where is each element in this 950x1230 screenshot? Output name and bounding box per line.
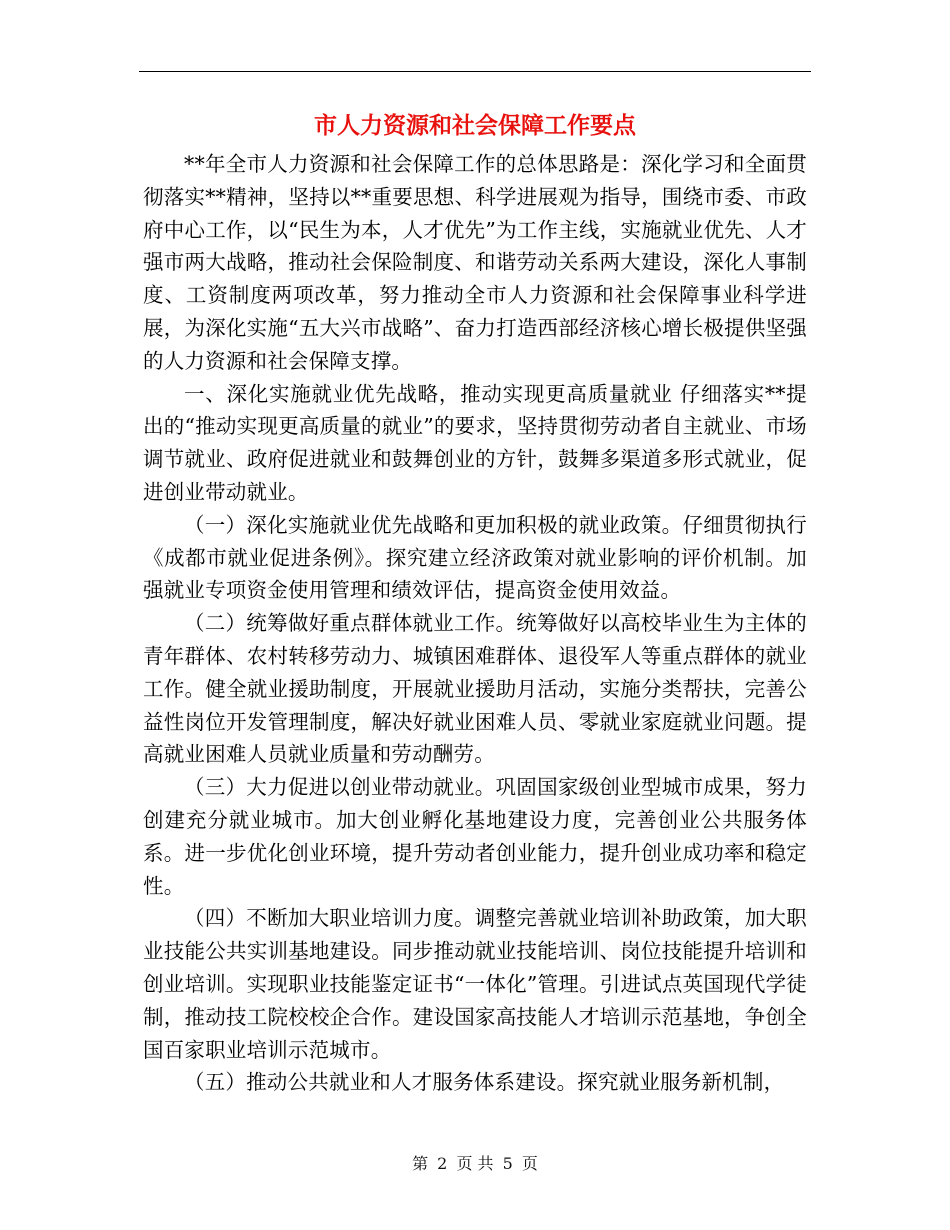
footer-prefix: 第 (412, 1154, 429, 1173)
page-footer (0, 1152, 950, 1176)
footer-current-page: 2 (437, 1154, 448, 1173)
header-rule (139, 71, 811, 72)
paragraph-item-4: （四）不断加大职业培训力度。调整完善就业培训补助政策，加大职业技能公共实训基地建设。同步推动就业技能培训、岗位技能提升培训和创业培训。实现职业技能鉴定证书“一体化”管理。引进试点英国现代学徒制，推动技工院校校企合作。建设国家高技能人才培训示范基地，争创全国百家职业培训示范城市。 (143, 906, 807, 1062)
footer-total-pages: 5 (502, 1154, 513, 1173)
paragraph-item-2: （二）统筹做好重点群体就业工作。统筹做好以高校毕业生为主体的青年群体、农村转移劳动力、城镇困难群体、退役军人等重点群体的就业工作。健全就业援助制度，开展就业援助月活动，实施分类帮扶，完善公益性岗位开发管理制度，解决好就业困难人员、零就业家庭就业问题。提高就业困难人员就业质量和劳动酬劳。 (143, 611, 807, 767)
paragraph-section-1: 一、深化实施就业优先战略，推动实现更高质量就业 仔细落实**提出的“推动实现更高质量的就业”的要求，坚持贯彻劳动者自主就业、市场调节就业、政府促进就业和鼓舞创业的方针，鼓舞多渠道多形式就业，促进创业带动就业。 (143, 381, 807, 504)
footer-suffix: 页 (521, 1154, 538, 1173)
paragraph-intro: **年全市人力资源和社会保障工作的总体思路是：深化学习和全面贯彻落实**精神，坚持以**重要思想、科学进展观为指导，围绕市委、市政府中心工作，以“民生为本，人才优先”为工作主线，实施就业优先、人才强市两大战略，推动社会保险制度、和谐劳动关系两大建设，深化人事制度、工资制度两项改革，努力推动全市人力资源和社会保障事业科学进展，为深化实施“五大兴市战略”、奋力打造西部经济核心增长极提供坚强的人力资源和社会保障支撑。 (143, 152, 807, 373)
footer-middle: 页 共 (456, 1154, 494, 1173)
document-body (143, 148, 807, 1099)
paragraph-item-5: （五）推动公共就业和人才服务体系建设。探究就业服务新机制， (184, 1070, 785, 1095)
paragraph-item-1: （一）深化实施就业优先战略和更加积极的就业政策。仔细贯彻执行《成都市就业促进条例》。探究建立经济政策对就业影响的评价机制。加强就业专项资金使用管理和绩效评估，提高资金使用效益。 (143, 512, 807, 603)
paragraph-item-3: （三）大力促进以创业带动就业。巩固国家级创业型城市成果，努力创建充分就业城市。加大创业孵化基地建设力度，完善创业公共服务体系。进一步优化创业环境，提升劳动者创业能力，提升创业成功率和稳定性。 (143, 775, 807, 898)
document-title: 市人力资源和社会保障工作要点 (314, 113, 636, 139)
